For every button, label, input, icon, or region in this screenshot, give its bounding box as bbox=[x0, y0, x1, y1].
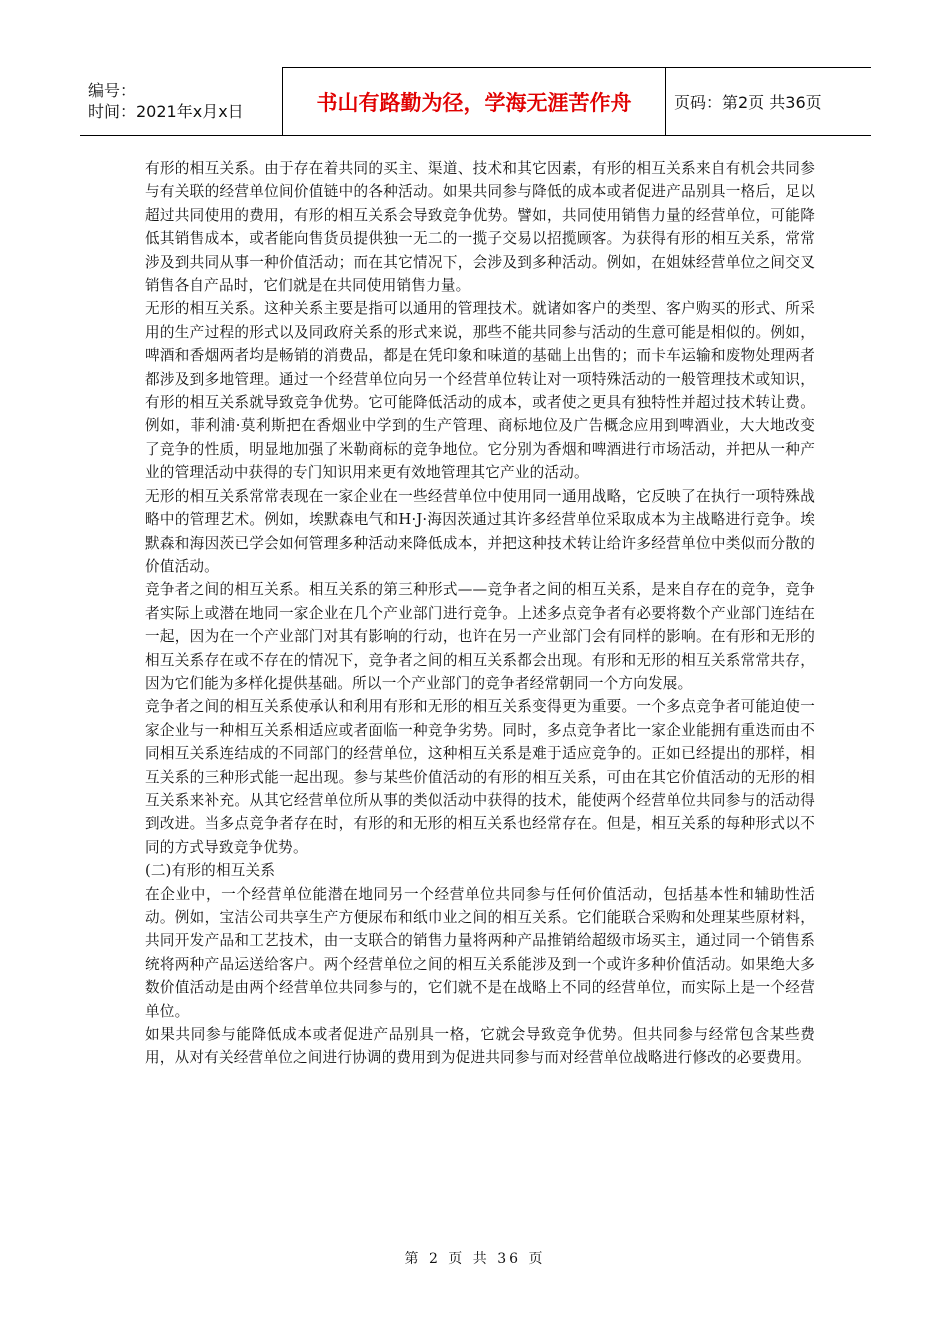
page-header bbox=[80, 67, 871, 136]
header-meta bbox=[80, 68, 283, 136]
document-body bbox=[145, 157, 815, 1070]
document-date: 时间：2021年x月x日 bbox=[88, 102, 244, 122]
document-code-label: 编号： bbox=[88, 81, 137, 101]
paragraph-intangible-relations: 无形的相互关系。这种关系主要是指可以通用的管理技术。就诸如客户的类型、客户购买的形式、所采用的生产过程的形式以及同政府关系的形式来说，那些不能共同参与活动的生意可能是相似的。例如，啤酒和香烟两者均是畅销的消费品，都是在凭印象和味道的基础上出售的；而卡车运输和废物处理两者都涉及到多地管理。通过一个经营单位向另一个经营单位转让对一项特殊活动的一般管理技术或知识，有形的相互关系就导致竞争优势。它可能降低活动的成本，或者使之更具有独特性并超过技术转让费。例如，菲利浦·莫利斯把在香烟业中学到的生产管理、商标地位及广告概念应用到啤酒业，大大地改变了竞争的性质，明显地加强了米勒商标的竞争地位。它分别为香烟和啤酒进行市场活动，并把从一种产业的管理活动中获得的专门知识用来更有效地管理其它产业的活动。 bbox=[145, 300, 815, 482]
paragraph-competitor-relations: 竞争者之间的相互关系。相互关系的第三种形式——竞争者之间的相互关系，是来自存在的竞争，竞争者实际上或潜在地同一家企业在几个产业部门进行竞争。上述多点竞争者有必要将数个产业部门连结在一起，因为在一个产业部门对其有影响的行动，也许在另一产业部门会有同样的影响。在有形和无形的相互关系存在或不存在的情况下，竞争者之间的相互关系都会出现。有形和无形的相互关系常常共存，因为它们能为多样化提供基础。所以一个产业部门的竞争者经常朝同一个方向发展。 bbox=[145, 581, 815, 692]
paragraph-multipoint-competitors: 竞争者之间的相互关系使承认和利用有形和无形的相互关系变得更为重要。一个多点竞争者可能迫使一家企业与一种相互关系相适应或者面临一种竞争劣势。同时，多点竞争者比一家企业能拥有重迭而由不同相互关系连结成的不同部门的经营单位，这种相互关系是难于适应竞争的。正如已经提出的那样，相互关系的三种形式能一起出现。参与某些价值活动的有形的相互关系，可由在其它价值活动的无形的相互关系来补充。从其它经营单位所从事的类似活动中获得的技术，能使两个经营单位共同参与的活动得到改进。当多点竞争者存在时，有形的和无形的相互关系也经常存在。但是，相互关系的每种形式以不同的方式导致竞争优势。 bbox=[145, 698, 815, 856]
paragraph-sharing-costs: 如果共同参与能降低成本或者促进产品别具一格，它就会导致竞争优势。但共同参与经常包含某些费用，从对有关经营单位之间进行协调的费用到为促进共同参与而对经营单位战略进行修改的必要费用。 bbox=[145, 1026, 815, 1067]
paragraph-generic-strategy: 无形的相互关系常常表现在一家企业在一些经营单位中使用同一通用战略，它反映了在执行一项特殊战略中的管理艺术。例如，埃默森电气和H·J·海因茨通过其许多经营单位采取成本为主战略进行竞争。埃默森和海因茨已学会如何管理多种活动来降低成本，并把这种技术转让给许多经营单位中类似而分散的价值活动。 bbox=[145, 487, 815, 575]
paragraph-tangible-relations: 有形的相互关系。由于存在着共同的买主、渠道、技术和其它因素，有形的相互关系来自有机会共同参与有关联的经营单位间价值链中的各种活动。如果共同参与降低的成本或者促进产品别具一格后，足以超过共同使用的费用，有形的相互关系会导致竞争优势。譬如，共同使用销售力量的经营单位，可能降低其销售成本，或者能向售货员提供独一无二的一揽子交易以招揽顾客。为获得有形的相互关系，常常涉及到共同从事一种价值活动；而在其它情况下，会涉及到多种活动。例如，在姐妹经营单位之间交叉销售各自产品时，它们就是在共同使用销售力量。 bbox=[145, 160, 815, 295]
paragraph-shared-activities: 在企业中，一个经营单位能潜在地同另一个经营单位共同参与任何价值活动，包括基本性和辅助性活动。例如，宝洁公司共享生产方便尿布和纸巾业之间的相互关系。它们能联合采购和处理某些原材料，共同开发产品和工艺技术，由一支联合的销售力量将两种产品推销给超级市场买主，通过同一个销售系统将两种产品运送给客户。两个经营单位之间的相互关系能涉及到一个或许多种价值活动。如果绝大多数价值活动是由两个经营单位共同参与的，它们就不是在战略上不同的经营单位，而实际上是一个经营单位。 bbox=[145, 885, 815, 1020]
header-page-info: 页码：第2页 共36页 bbox=[666, 68, 872, 136]
header-motto: 书山有路勤为径，学海无涯苦作舟 bbox=[283, 68, 666, 136]
section-heading: (二)有形的相互关系 bbox=[145, 862, 276, 880]
page-footer: 第 2 页 共 36 页 bbox=[404, 1251, 546, 1267]
